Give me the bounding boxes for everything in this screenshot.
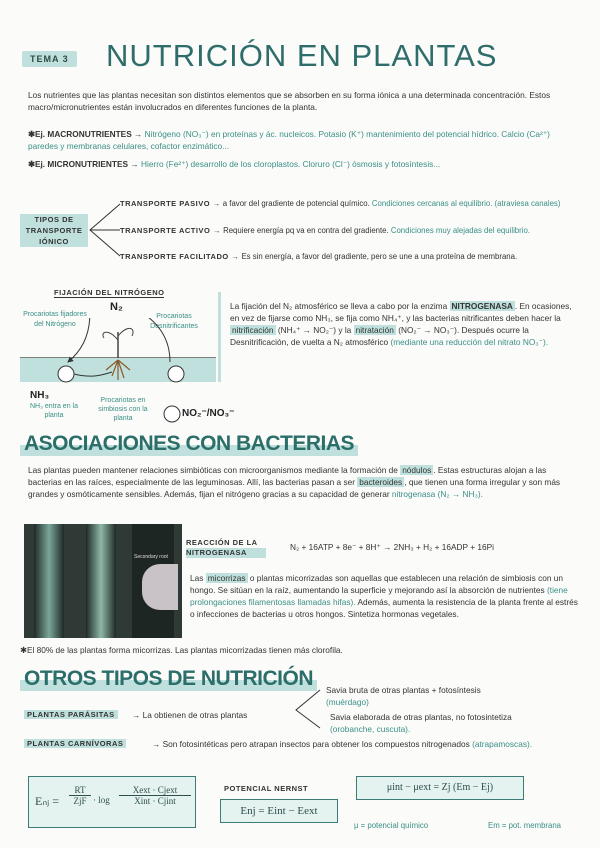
divider-bar xyxy=(218,292,221,382)
nitrate-label: NO₂⁻/NO₃⁻ xyxy=(182,408,235,419)
topic-tag: TEMA 3 xyxy=(22,51,77,67)
macro-text: Nitrógeno (NO₃⁻) en proteínas y ác. nucleicos. Potasio (K⁺) mantenimiento del potencial hídrico. Calcio (Ca²⁺) paredes y membranas celulares, cofactor enzimático... xyxy=(28,129,550,151)
nernst-zf: ZjF xyxy=(73,796,87,806)
micronutrients-example xyxy=(28,158,580,170)
micrograph-image xyxy=(24,524,182,638)
denitrifiers-note: Procariotas Desnitrificantes xyxy=(150,313,198,330)
fixation-text: La fijación del N₂ atmosférico se lleva a cabo por la enzima NITROGENASA . En ocasiones, en vez de fijarse como NH₃, se fija como NH₄⁺, y las bacterias nitrificantes deben hacer la nitrificación (NH₄⁺ → NO₂⁻) y la nitratación (NO₂⁻ → NO₃⁻). Después ocurre la Desnitrificación, de vuelta a N₂ atmosférico (mediante una reducción del nitrato NO₃⁻). xyxy=(230,301,572,347)
chemical-potential-box: μint − μext = Zj (Em − Ej) xyxy=(356,776,524,800)
micro-label: ✱Ej. MICRONUTRIENTES → xyxy=(28,159,139,169)
carnivorous-text: → Son fotosintéticas pero atrapan insectos para obtener los compuestos nitrogenados (atrapamoscas). xyxy=(152,739,533,749)
mycorrhiza-note: ✱El 80% de las plantas forma micorrizas. Las plantas micorrizadas tienen más clorofila. xyxy=(20,645,343,655)
nernst-log: · log xyxy=(93,795,110,805)
other-nutrition-title: OTROS TIPOS DE NUTRICIÓN xyxy=(20,667,317,691)
page-title: NUTRICIÓN EN PLANTAS xyxy=(106,38,498,73)
nernst-lhs: Eₙⱼ = xyxy=(35,794,59,808)
n2-label: N₂ xyxy=(110,301,123,313)
symbiosis-note: Procariotas en simbiosis con la planta xyxy=(98,397,148,422)
intro-paragraph: Los nutrientes que las plantas necesitan son distintos elementos que se absorben en su forma iónica a una determinada concentración. Estos macro/micronutrientes están involucrados en diferentes funciones de la planta. xyxy=(28,90,551,112)
transport-passive: TRANSPORTE PASIVO → a favor del gradiente de potencial químico. Condiciones cercanas al equilibrio. (atraviesa canales) xyxy=(120,199,561,208)
nitrogenase-reaction: N₂ + 16ATP + 8e⁻ + 8H⁺ → 2NH₃ + H₂ + 16ADP + 16Pi xyxy=(290,542,494,552)
mu-legend: μ = potencial químico xyxy=(354,821,429,830)
parasitic-text: → La obtienen de otras plantas xyxy=(132,710,248,720)
transport-brace xyxy=(86,198,122,262)
nernst-formula-box xyxy=(28,776,196,828)
nernst-simple-box: Enj = Eint − Eext xyxy=(220,799,338,823)
macro-label: ✱Ej. MACRONUTRIENTES → xyxy=(28,129,143,139)
em-legend: Em = pot. membrana xyxy=(488,821,562,830)
reaction-label: REACCIÓN DE LA NITROGENASA xyxy=(186,538,266,558)
mycorrhiza-paragraph: Las micorrizas o plantas micorrizadas son aquellas que establecen una relación de simbiosis con un hongo. Se sitúan en la raíz, aumentando la superficie y mejorando así la absorción de nutrientes (tiene prolongaciones filamentosas llamadas hifas). Además, aumenta la resistencia de la planta frente al estrés o infecciones de bacterias u otros hongos. Sintetiza hormonas vegetales. xyxy=(190,573,578,619)
carnivorous-label: PLANTAS CARNÍVORAS xyxy=(24,739,126,748)
bacteria-paragraph: Las plantas pueden mantener relaciones simbióticas con microorganismos mediante la formación de nódulos . Estas estructuras alojan a las bacterias en las raíces, especialmente de las leguminosas. Allí, las bacterias pasan a ser bacteroides , que tienen una forma irregular y son más grandes y osmóticamente sensibles. Además, fijan el nitrógeno gracias a su capacidad de generar nitrogenasa (N₂ → NH₃). xyxy=(28,465,561,499)
nernst-potential-label: POTENCIAL NERNST xyxy=(224,784,309,793)
parasitic-label: PLANTAS PARÁSITAS xyxy=(24,710,118,719)
bacteria-section-title: ASOCIACIONES CON BACTERIAS xyxy=(20,432,358,456)
nernst-rt: RT xyxy=(69,785,91,796)
micro-text: Hierro (Fe²⁺) desarrollo de los cloroplastos. Cloruro (Cl⁻) ósmosis y fotosíntesis... xyxy=(140,159,441,169)
nernst-log-den: Xint · Cjint xyxy=(134,796,176,806)
parasitic-brace xyxy=(292,686,322,732)
micrograph-caption: Secondary root xyxy=(134,554,168,560)
parasitic-branch-1: Savia bruta de otras plantas + fotosíntesis (muérdago) xyxy=(326,685,481,707)
transport-facilitated: TRANSPORTE FACILITADO → Es sin energía, a favor del gradiente, pero se une a una proteína de membrana. xyxy=(120,252,518,261)
fixers-note: Procariotas fijadores del Nitrógeno xyxy=(23,311,87,328)
macronutrients-example xyxy=(28,128,580,152)
transport-active: TRANSPORTE ACTIVO → Requiere energía pq va en contra del gradiente. Condiciones muy alejadas del equilibrio. xyxy=(120,226,530,235)
transport-types-label: TIPOS DE TRANSPORTE IÓNICO xyxy=(20,214,88,247)
nh3-note: NH₃ entra en la planta xyxy=(30,403,78,419)
parasitic-branch-2: Savia elaborada de otras plantas, no fotosintetiza (orobanche, cuscuta). xyxy=(330,712,512,734)
fixation-diagram-title: FIJACIÓN DEL NITRÓGENO xyxy=(54,288,165,297)
nh3-label: NH₃ xyxy=(30,390,50,401)
nernst-log-num: Xext · Cjext xyxy=(119,785,191,796)
